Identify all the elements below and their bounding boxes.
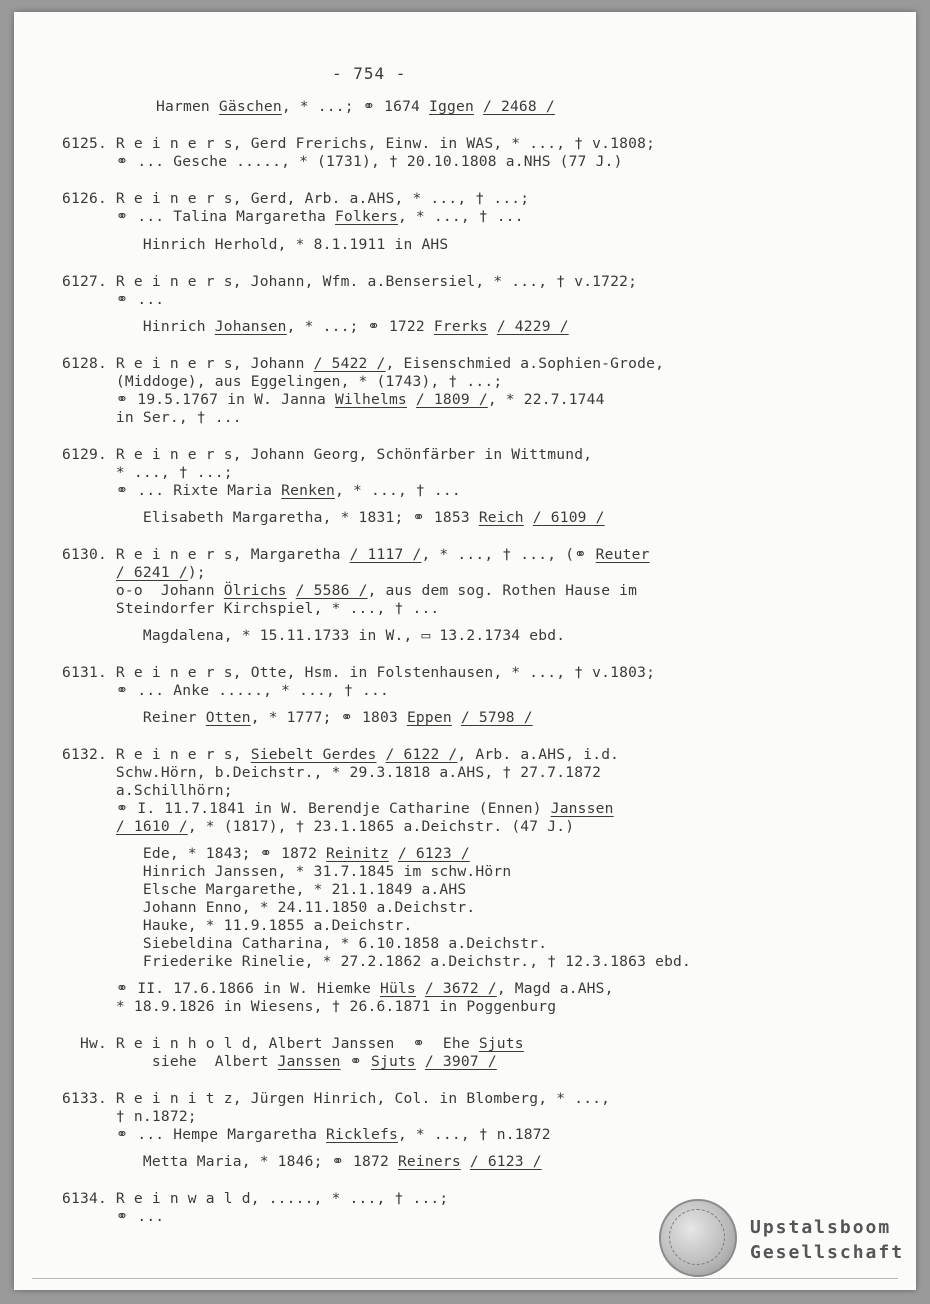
text-segment: Magdalena, * 15.11.1733 in W., ▭ 13.2.1734 ebd. (62, 627, 566, 644)
text-line (62, 746, 619, 764)
underlined-text: / 5798 / (460, 709, 533, 726)
text-line (62, 564, 206, 582)
bottom-divider (32, 1278, 898, 1279)
underlined-text: Renken (281, 482, 336, 499)
text-line (62, 953, 691, 971)
text-segment: Johann Enno, * 24.11.1850 a.Deichstr. (62, 899, 476, 916)
page-number: - 754 - (332, 64, 407, 83)
text-body (14, 12, 916, 1290)
text-segment: a.Schillhörn; (62, 782, 233, 799)
text-segment: 6127. R e i n e r s, Johann, Wfm. a.Bensersiel, * ..., † v.1722; (62, 273, 638, 290)
underlined-text: Eppen (406, 709, 452, 726)
underlined-text: Frerks (433, 318, 488, 335)
text-segment: 6130. R e i n e r s, Margaretha (62, 546, 350, 563)
text-line (62, 135, 655, 153)
text-segment: 6126. R e i n e r s, Gerd, Arb. a.AHS, * ..., † ...; (62, 190, 530, 207)
text-segment: Friederike Rinelie, * 27.2.1862 a.Deichstr., † 12.3.1863 ebd. (62, 953, 692, 970)
text-segment: Metta Maria, * 1846; ⚭ 1872 (62, 1153, 398, 1170)
text-segment: Hinrich Janssen, * 31.7.1845 im schw.Hörn (62, 863, 512, 880)
underlined-text: Sjuts (370, 1053, 416, 1070)
text-line (62, 664, 655, 682)
text-segment: Steindorfer Kirchspiel, * ..., † ... (62, 600, 440, 617)
underlined-text: Otten (205, 709, 251, 726)
text-segment: , * 1777; ⚭ 1803 (250, 709, 407, 726)
text-line (62, 863, 511, 881)
underlined-text: / 1610 / (115, 818, 188, 835)
text-line (62, 881, 466, 899)
text-segment: * ..., † ...; (62, 464, 233, 481)
text-line (62, 917, 412, 935)
text-line (62, 782, 233, 800)
text-segment: , * (1817), † 23.1.1865 a.Deichstr. (47 J.) (187, 818, 575, 835)
text-segment: , * ..., † n.1872 (397, 1126, 551, 1143)
underlined-text: Reinitz (326, 845, 389, 862)
underlined-text: / 3907 / (424, 1053, 497, 1070)
underlined-text: Reuter (595, 546, 650, 563)
text-segment: Hinrich Herhold, * 8.1.1911 in AHS (62, 236, 449, 253)
text-line (62, 446, 592, 464)
text-segment: ⚭ ... Hempe Margaretha (62, 1126, 327, 1143)
text-segment: ⚭ ... Rixte Maria (62, 482, 282, 499)
text-line (62, 391, 605, 409)
text-segment (416, 980, 425, 997)
text-line (62, 935, 547, 953)
underlined-text: Ricklefs (326, 1126, 398, 1143)
text-line (62, 764, 601, 782)
text-segment: Elisabeth Margaretha, * 1831; ⚭ 1853 (62, 509, 479, 526)
text-segment: Reiner (62, 709, 206, 726)
text-segment: 6132. R e i n e r s, (62, 746, 251, 763)
underlined-text: Hüls (379, 980, 416, 997)
text-line (62, 464, 233, 482)
text-line (62, 627, 565, 645)
text-line (62, 190, 529, 208)
text-segment: 6125. R e i n e r s, Gerd Frerichs, Einw. in WAS, * ..., † v.1808; (62, 135, 656, 152)
text-line (62, 1108, 197, 1126)
text-segment: in Ser., † ... (62, 409, 242, 426)
underlined-text: / 6241 / (115, 564, 188, 581)
text-line (62, 1053, 497, 1071)
text-segment (377, 746, 386, 763)
text-line (62, 709, 533, 727)
text-segment (389, 845, 398, 862)
text-segment: , Eisenschmied a.Sophien-Grode, (385, 355, 665, 372)
text-line (62, 1090, 610, 1108)
text-line (62, 1208, 164, 1226)
text-segment: (Middoge), aus Eggelingen, * (1743), † ...; (62, 373, 503, 390)
underlined-text: Reiners (397, 1153, 461, 1170)
underlined-text: / 6109 / (532, 509, 605, 526)
text-segment: † n.1872; (62, 1108, 197, 1125)
text-line (62, 818, 574, 836)
text-line (62, 682, 389, 700)
logo-line-1: Upstalsboom (750, 1217, 892, 1238)
text-line (62, 273, 637, 291)
text-line (62, 1035, 524, 1053)
text-segment: , * ...; ⚭ 1674 (281, 98, 430, 115)
text-line (62, 800, 614, 818)
underlined-text: Janssen (277, 1053, 341, 1070)
text-segment (474, 98, 483, 115)
text-segment: siehe Albert (62, 1053, 278, 1070)
text-segment: Hinrich (62, 318, 215, 335)
text-line (62, 845, 470, 863)
text-segment: ⚭ 19.5.1767 in W. Janna (62, 391, 336, 408)
text-line (62, 373, 502, 391)
text-segment: , * ..., † ... (397, 208, 524, 225)
underlined-text: Folkers (335, 208, 398, 225)
text-segment: * 18.9.1826 in Wiesens, † 26.6.1871 in Poggenburg (62, 998, 557, 1015)
text-line (62, 482, 461, 500)
text-segment (416, 1053, 425, 1070)
underlined-text: Ölrichs (223, 582, 287, 599)
text-segment: Schw.Hörn, b.Deichstr., * 29.3.1818 a.AHS, † 27.7.1872 (62, 764, 602, 781)
text-segment (407, 391, 416, 408)
underlined-text: / 1809 / (415, 391, 488, 408)
text-segment (488, 318, 497, 335)
underlined-text: / 2468 / (482, 98, 555, 115)
text-segment: Hw. R e i n h o l d, Albert Janssen ⚭ Ehe (62, 1035, 479, 1052)
text-segment: Siebeldina Catharina, * 6.10.1858 a.Deichstr. (62, 935, 548, 952)
text-segment: ⚭ ... (62, 1208, 165, 1225)
logo-line-2: Gesellschaft (750, 1242, 905, 1263)
text-segment: , Arb. a.AHS, i.d. (457, 746, 620, 763)
text-segment: , Magd a.AHS, (496, 980, 614, 997)
underlined-text: / 5422 / (313, 355, 386, 372)
text-segment: ⚭ ... Anke ....., * ..., † ... (62, 682, 389, 699)
document-page (14, 12, 916, 1290)
text-segment (452, 709, 461, 726)
text-line (62, 1190, 448, 1208)
underlined-text: Wilhelms (335, 391, 407, 408)
text-line (156, 98, 555, 116)
text-line (62, 509, 605, 527)
text-segment (524, 509, 533, 526)
underlined-text: / 6123 / (397, 845, 470, 862)
text-line (62, 236, 448, 254)
text-segment: , * 22.7.1744 (487, 391, 605, 408)
underlined-text: / 1117 / (349, 546, 422, 563)
underlined-text: Johansen (214, 318, 287, 335)
text-segment: 6128. R e i n e r s, Johann (62, 355, 314, 372)
text-segment: , * ..., † ... (335, 482, 461, 499)
underlined-text: Gäschen (218, 98, 282, 115)
text-segment: Elsche Margarethe, * 21.1.1849 a.AHS (62, 881, 467, 898)
text-segment: 6129. R e i n e r s, Johann Georg, Schönfärber in Wittmund, (62, 446, 593, 463)
text-segment: , aus dem sog. Rothen Hause im (367, 582, 638, 599)
text-segment (287, 582, 296, 599)
underlined-text: / 4229 / (496, 318, 569, 335)
text-line (62, 1153, 542, 1171)
text-line (62, 600, 439, 618)
text-segment: ); (187, 564, 206, 581)
text-segment: , * ..., † ..., (⚭ (421, 546, 596, 563)
text-line (62, 899, 475, 917)
text-line (62, 980, 614, 998)
underlined-text: / 6123 / (469, 1153, 542, 1170)
text-line (62, 355, 664, 373)
text-segment: Harmen (156, 98, 219, 115)
text-segment: 6131. R e i n e r s, Otte, Hsm. in Folstenhausen, * ..., † v.1803; (62, 664, 656, 681)
text-segment: 6134. R e i n w a l d, ....., * ..., † ...; (62, 1190, 449, 1207)
text-line (62, 546, 650, 564)
text-line (62, 153, 623, 171)
text-segment: Hauke, * 11.9.1855 a.Deichstr. (62, 917, 413, 934)
text-segment: , * ...; ⚭ 1722 (286, 318, 434, 335)
text-segment (62, 818, 116, 835)
underlined-text: Reich (478, 509, 524, 526)
underlined-text: Sjuts (478, 1035, 524, 1052)
underlined-text: / 6122 / (385, 746, 458, 763)
text-line (62, 409, 242, 427)
underlined-text: Siebelt Gerdes (250, 746, 377, 763)
text-segment: ⚭ II. 17.6.1866 in W. Hiemke (62, 980, 380, 997)
text-segment: Ede, * 1843; ⚭ 1872 (62, 845, 327, 862)
text-segment: o-o Johann (62, 582, 224, 599)
text-segment (461, 1153, 470, 1170)
text-segment: ⚭ (340, 1053, 371, 1070)
text-segment: ⚭ I. 11.7.1841 in W. Berendje Catharine (Ennen) (62, 800, 551, 817)
underlined-text: / 5586 / (295, 582, 368, 599)
text-line (62, 208, 524, 226)
text-segment: 6133. R e i n i t z, Jürgen Hinrich, Col. in Blomberg, * ..., (62, 1090, 611, 1107)
text-line (62, 582, 637, 600)
text-line (62, 1126, 551, 1144)
text-segment: ⚭ ... Gesche ....., * (1731), † 20.10.1808 a.NHS (77 J.) (62, 153, 623, 170)
text-line (62, 318, 569, 336)
text-line (62, 998, 556, 1016)
upstalsboom-seal-icon (659, 1199, 737, 1277)
text-segment: ⚭ ... Talina Margaretha (62, 208, 336, 225)
underlined-text: Janssen (550, 800, 614, 817)
text-segment (62, 564, 116, 581)
text-line (62, 291, 164, 309)
underlined-text: Iggen (429, 98, 474, 115)
underlined-text: / 3672 / (424, 980, 497, 997)
text-segment: ⚭ ... (62, 291, 165, 308)
